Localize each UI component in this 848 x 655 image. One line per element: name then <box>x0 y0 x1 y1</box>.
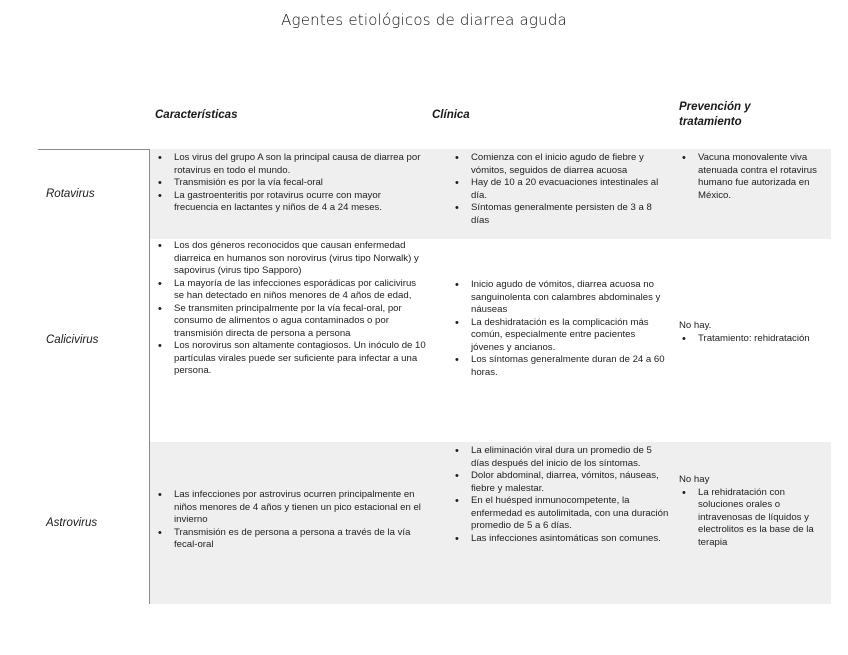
row-name-calicivirus: Calicivirus <box>46 334 99 346</box>
list-item: • Los norovirus son altamente contagiosos. Un inóculo de 10 partículas virales puede ser suficiente para infectar a una persona. <box>155 340 427 378</box>
list-item: • La deshidratación es la complicación más común, especialmente entre pacientes jóvenes y ancianos. <box>452 317 670 355</box>
list-item: • La eliminación viral dura un promedio de 5 días después del inicio de los síntomas. <box>452 445 670 470</box>
cell-astrovirus-prevencion <box>679 474 829 549</box>
table-top-rule <box>38 149 150 150</box>
list-item: • Tratamiento: rehidratación <box>679 333 829 346</box>
prevencion-note: No hay <box>679 474 710 485</box>
list-item: • Vacuna monovalente viva atenuada contra el rotavirus humano fue autorizada en México. <box>679 152 829 202</box>
row-name-rotavirus: Rotavirus <box>46 188 95 200</box>
table-column-divider <box>149 149 150 604</box>
header-prevencion-line1: Prevención y <box>679 101 751 113</box>
cell-calicivirus-prevencion <box>679 320 829 345</box>
list-item: • La mayoría de las infecciones esporádicas por calicivirus se han detectado en niños menores de 4 años de edad, <box>155 278 427 303</box>
list-item: • Las infecciones por astrovirus ocurren principalmente en niños menores de 4 años y tienen un pico estacional en el invierno <box>155 489 427 527</box>
cell-calicivirus-clinica <box>452 279 670 379</box>
list-item: • Los síntomas generalmente duran de 24 a 60 horas. <box>452 354 670 379</box>
cell-rotavirus-caracteristicas <box>155 152 427 215</box>
prevencion-note: No hay. <box>679 320 712 331</box>
list-item: • En el huésped inmunocompetente, la enfermedad es autolimitada, con una duración promedio de 5 a 6 días. <box>452 495 670 533</box>
list-item: • Los dos géneros reconocidos que causan enfermedad diarreica en humanos son norovirus (virus tipo Norwalk) y sapovirus (virus tipo Sapporo) <box>155 240 427 278</box>
cell-astrovirus-clinica <box>452 445 670 545</box>
list-item: • Comienza con el inicio agudo de fiebre y vómitos, seguidos de diarrea acuosa <box>452 152 670 177</box>
header-prevencion-line2: tratamiento <box>679 116 742 128</box>
list-item: • Inicio agudo de vómitos, diarrea acuosa no sanguinolenta con calambres abdominales y náuseas <box>452 279 670 317</box>
header-caracteristicas: Características <box>155 109 238 121</box>
list-item: • La rehidratación con soluciones orales o intravenosas de líquidos y electrolitos es la base de la terapia <box>679 487 829 550</box>
list-item: • La gastroenteritis por rotavirus ocurre con mayor frecuencia en lactantes y niños de 4 a 24 meses. <box>155 190 427 215</box>
header-prevencion <box>679 100 751 130</box>
list-item: • Dolor abdominal, diarrea, vómitos, náuseas, fiebre y malestar. <box>452 470 670 495</box>
list-item: • Se transmiten principalmente por la vía fecal-oral, por consumo de alimentos o agua contaminados o por transmisión directa de persona a persona <box>155 303 427 341</box>
cell-rotavirus-prevencion <box>679 152 829 202</box>
cell-calicivirus-caracteristicas <box>155 240 427 378</box>
list-item: • Las infecciones asintomáticas son comunes. <box>452 533 670 546</box>
row-name-astrovirus: Astrovirus <box>46 517 98 529</box>
list-item: • Transmisión es por la vía fecal-oral <box>155 177 427 190</box>
cell-rotavirus-clinica <box>452 152 670 227</box>
list-item: • Transmisión es de persona a persona a través de la vía fecal-oral <box>155 527 427 552</box>
header-clinica: Clínica <box>432 109 470 121</box>
page-title: Agentes etiológicos de diarrea aguda <box>281 11 567 29</box>
list-item: • Los virus del grupo A son la principal causa de diarrea por rotavirus en todo el mundo. <box>155 152 427 177</box>
cell-astrovirus-caracteristicas <box>155 489 427 552</box>
list-item: • Síntomas generalmente persisten de 3 a 8 días <box>452 202 670 227</box>
list-item: • Hay de 10 a 20 evacuaciones intestinales al día. <box>452 177 670 202</box>
